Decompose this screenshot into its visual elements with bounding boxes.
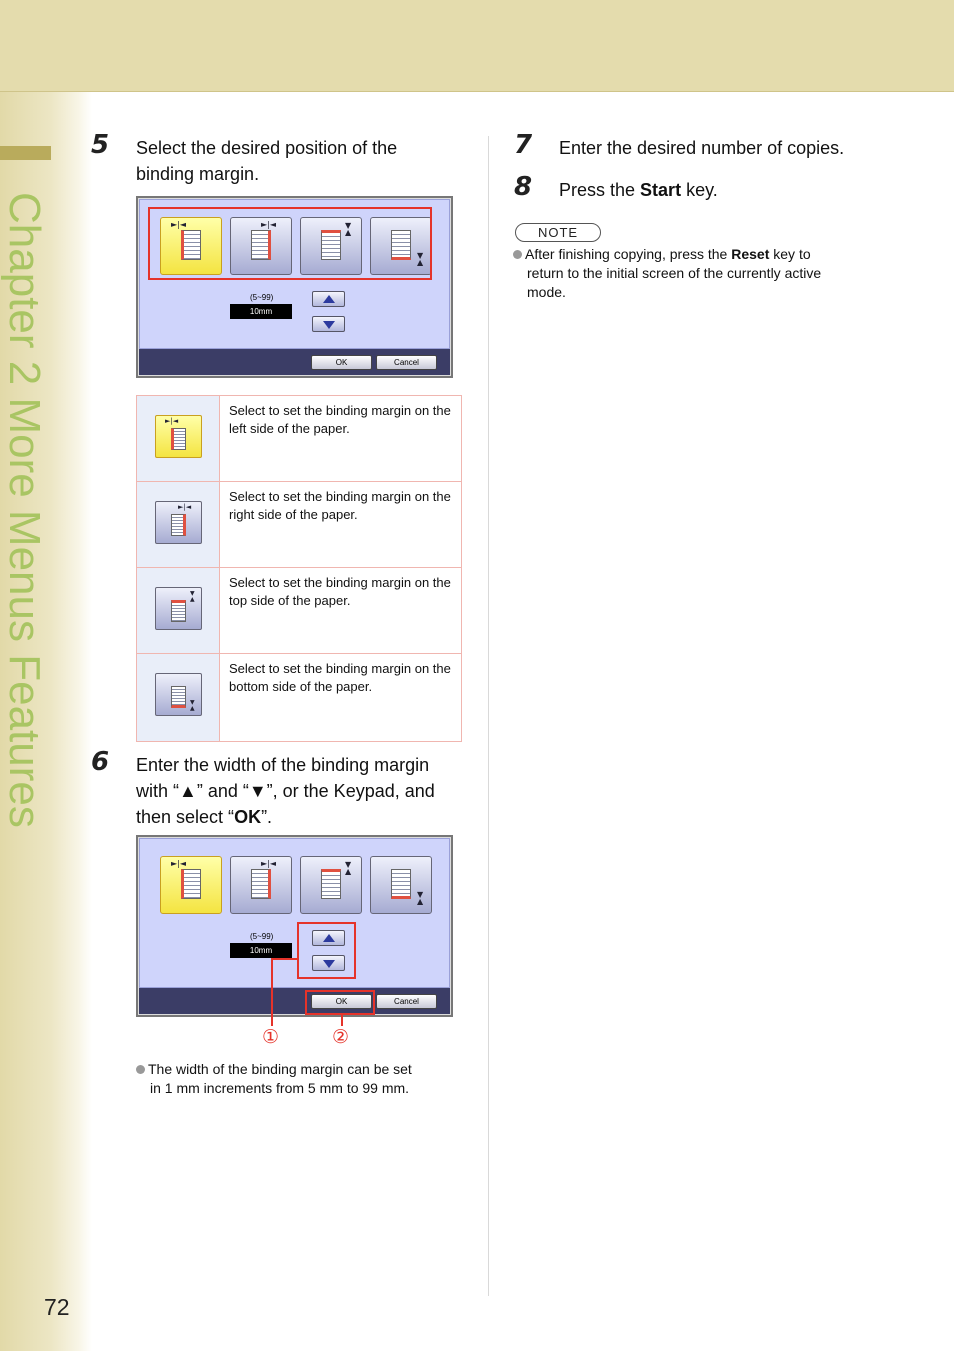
column-divider xyxy=(488,136,489,1296)
highlight-ok-button xyxy=(305,990,375,1015)
right-margin-button[interactable] xyxy=(230,856,292,914)
option-description: Select to set the binding margin on the bottom side of the paper. xyxy=(229,661,451,694)
option-row-right xyxy=(137,482,461,568)
step-6-number: 6 xyxy=(91,747,110,777)
top-margin-marker-icon: ▼ ▲ xyxy=(345,221,352,237)
left-margin-marker-icon: ►|◄ xyxy=(165,417,179,425)
bullet-icon xyxy=(513,250,522,259)
page-left-icon xyxy=(171,428,186,450)
step-7-number: 7 xyxy=(514,130,533,160)
bottom-margin-icon xyxy=(155,673,202,716)
top-margin-button[interactable] xyxy=(300,856,362,914)
bottom-margin-marker-icon: ▼ ▲ xyxy=(190,699,195,712)
screen-panel xyxy=(139,838,450,988)
step-6-text xyxy=(136,752,435,830)
range-label: (5~99) xyxy=(250,293,274,302)
reset-keyword: Reset xyxy=(731,246,770,262)
note-line3: mode. xyxy=(527,284,566,300)
callout-line-2 xyxy=(341,1014,343,1026)
option-icon-cell xyxy=(137,654,220,741)
page-top-icon xyxy=(321,869,341,899)
note-text xyxy=(513,245,821,302)
step-5-number: 5 xyxy=(91,130,110,160)
chapter-tab-marker xyxy=(0,146,51,160)
ok-button[interactable]: OK xyxy=(311,355,372,370)
page-number: 72 xyxy=(44,1294,70,1320)
range-label: (5~99) xyxy=(250,932,274,941)
bottom-margin-marker-icon: ▼ ▲ xyxy=(417,890,424,906)
step-6-line3: then select “OK”. xyxy=(136,807,273,827)
left-margin-marker-icon: ►|◄ xyxy=(171,859,186,868)
right-margin-marker-icon: ►|◄ xyxy=(261,220,276,229)
right-margin-marker-icon: ►|◄ xyxy=(178,503,192,511)
top-margin-marker-icon: ▼ ▲ xyxy=(345,860,352,876)
left-margin-button[interactable] xyxy=(160,856,222,914)
up-arrow-icon xyxy=(323,295,335,303)
callout-1: ① xyxy=(262,1026,280,1048)
step-6-line1: Enter the width of the binding margin xyxy=(136,755,430,775)
right-margin-icon xyxy=(155,501,202,544)
step-5-line1: Select the desired position of the xyxy=(136,138,398,158)
screen-bottom-bar xyxy=(139,988,450,1014)
step-6-line2: with “▲” and “▼”, or the Keypad, and xyxy=(136,781,435,801)
option-description: Select to set the binding margin on the top side of the paper. xyxy=(229,575,451,608)
option-description: Select to set the binding margin on the left side of the paper. xyxy=(229,403,451,436)
note-line1: After finishing copying, press the Reset key to xyxy=(513,245,821,264)
cancel-button[interactable]: Cancel xyxy=(376,994,437,1009)
ok-button[interactable]: OK xyxy=(311,994,372,1009)
option-row-top xyxy=(137,568,461,654)
left-margin-marker-icon: ►|◄ xyxy=(171,220,186,229)
option-icon-cell xyxy=(137,482,220,567)
highlight-arrow-buttons xyxy=(297,922,356,979)
callout-line-1-horizontal xyxy=(271,958,298,960)
step-5-text xyxy=(136,135,397,187)
binding-options-table xyxy=(136,395,462,742)
page-right-icon xyxy=(251,869,271,899)
bottom-margin-button[interactable] xyxy=(370,856,432,914)
chapter-label: Chapter 2 More Menus Features xyxy=(0,192,49,828)
margin-value-display: 10mm xyxy=(230,943,292,958)
note-badge: NOTE xyxy=(515,223,601,242)
step-6-note-line1: The width of the binding margin can be set xyxy=(136,1060,412,1079)
step-5-line2: binding margin. xyxy=(136,164,260,184)
margin-value-display: 10mm xyxy=(230,304,292,319)
start-keyword: Start xyxy=(640,180,682,200)
binding-margin-screen-2 xyxy=(136,835,453,1017)
increase-button[interactable] xyxy=(312,291,345,307)
highlight-position-buttons xyxy=(148,207,432,280)
step-8-number: 8 xyxy=(514,172,533,202)
down-arrow-icon xyxy=(323,321,335,329)
step-8-text: Press the Start key. xyxy=(559,180,718,200)
step-6-note xyxy=(136,1060,412,1098)
step-6-note-line2: in 1 mm increments from 5 mm to 99 mm. xyxy=(150,1080,410,1096)
page-top-icon xyxy=(171,600,186,622)
option-icon-cell xyxy=(137,396,220,481)
cancel-button[interactable]: Cancel xyxy=(376,355,437,370)
note-line2: return to the initial screen of the currently active xyxy=(527,265,822,281)
option-icon-cell xyxy=(137,568,220,653)
top-margin-icon xyxy=(155,587,202,630)
option-row-bottom xyxy=(137,654,461,741)
bullet-icon xyxy=(136,1065,145,1074)
ok-keyword: OK xyxy=(234,807,262,827)
option-row-left xyxy=(137,396,461,482)
header-band xyxy=(0,0,954,92)
page-right-icon xyxy=(171,514,186,536)
right-margin-marker-icon: ►|◄ xyxy=(261,859,276,868)
step-7-text: Enter the desired number of copies. xyxy=(559,138,845,158)
callout-2: ② xyxy=(332,1026,350,1048)
page-left-icon xyxy=(181,869,201,899)
bottom-margin-marker-icon: ▼ ▲ xyxy=(417,251,424,267)
top-margin-marker-icon: ▼ ▲ xyxy=(190,590,195,603)
page-bottom-icon xyxy=(171,686,186,708)
decrease-button[interactable] xyxy=(312,316,345,332)
callout-line-1 xyxy=(271,958,273,1026)
page-bottom-icon xyxy=(391,869,411,899)
screen-bottom-bar xyxy=(139,349,450,375)
left-margin-icon xyxy=(155,415,202,458)
option-description: Select to set the binding margin on the right side of the paper. xyxy=(229,489,451,522)
